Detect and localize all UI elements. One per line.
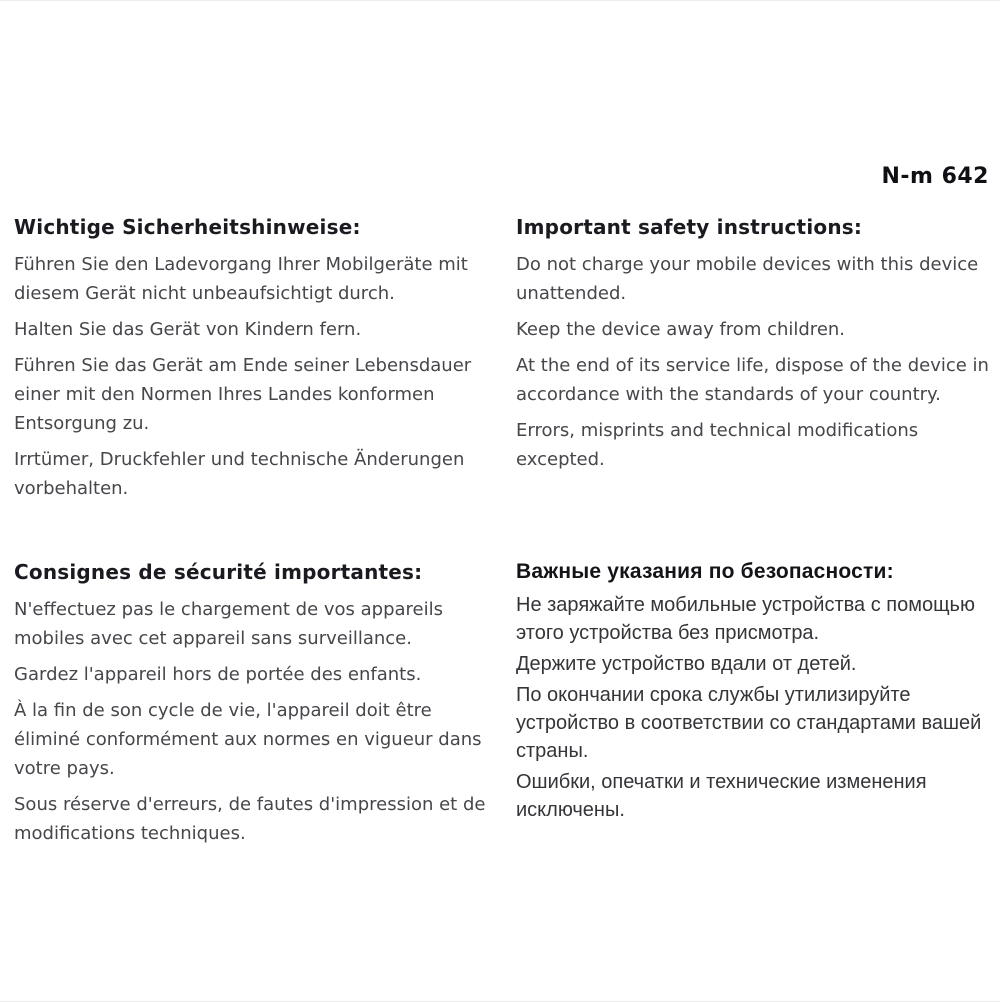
paragraph-french-4: Sous réserve d'erreurs, de fautes d'impression et de modifications techniques.: [14, 794, 486, 844]
paragraph-french-2: Gardez l'appareil hors de portée des enfants.: [14, 664, 422, 685]
section-russian: [516, 559, 990, 848]
paragraph-russian-4: Ошибки, опечатки и технические изменения исключены.: [516, 771, 927, 821]
section-french: [14, 559, 488, 848]
paragraph-english-2: Keep the device away from children.: [516, 319, 846, 340]
section-heading-russian: Важные указания по безопасности:: [516, 560, 894, 583]
section-heading-french: Consignes de sécurité importantes:: [14, 560, 423, 584]
paragraph-english-3: At the end of its service life, dispose of the device in accordance with the standards of your country.: [516, 355, 989, 405]
section-heading-english: Important safety instructions:: [516, 215, 863, 239]
section-heading-german: Wichtige Sicherheitshinweise:: [14, 215, 361, 239]
paragraph-english-1: Do not charge your mobile devices with this device unattended.: [516, 254, 979, 304]
paragraph-french-3: À la fin de son cycle de vie, l'appareil doit être éliminé conformément aux normes en vigueur dans votre pays.: [14, 700, 482, 779]
model-number-label: N-m 642: [881, 164, 989, 189]
paragraph-russian-1: Не заряжайте мобильные устройства с помощью этого устройства без присмотра.: [516, 594, 975, 644]
paragraph-english-4: Errors, misprints and technical modifications excepted.: [516, 420, 919, 470]
section-english: [516, 214, 990, 503]
paragraph-german-4: Irrtümer, Druckfehler und technische Änderungen vorbehalten.: [14, 449, 465, 499]
paragraph-russian-3: По окончании срока службы утилизируйте устройство в соответствии со стандартами вашей страны.: [516, 684, 982, 762]
paragraph-german-2: Halten Sie das Gerät von Kindern fern.: [14, 319, 362, 340]
paragraph-french-1: N'effectuez pas le chargement de vos appareils mobiles avec cet appareil sans surveillance.: [14, 599, 443, 649]
sections-grid: [14, 214, 990, 848]
paragraph-german-1: Führen Sie den Ladevorgang Ihrer Mobilgeräte mit diesem Gerät nicht unbeaufsichtigt durch.: [14, 254, 468, 304]
section-german: [14, 214, 488, 503]
paragraph-russian-2: Держите устройство вдали от детей.: [516, 653, 857, 675]
paragraph-german-3: Führen Sie das Gerät am Ende seiner Lebensdauer einer mit den Normen Ihres Landes konformen Entsorgung zu.: [14, 355, 472, 434]
